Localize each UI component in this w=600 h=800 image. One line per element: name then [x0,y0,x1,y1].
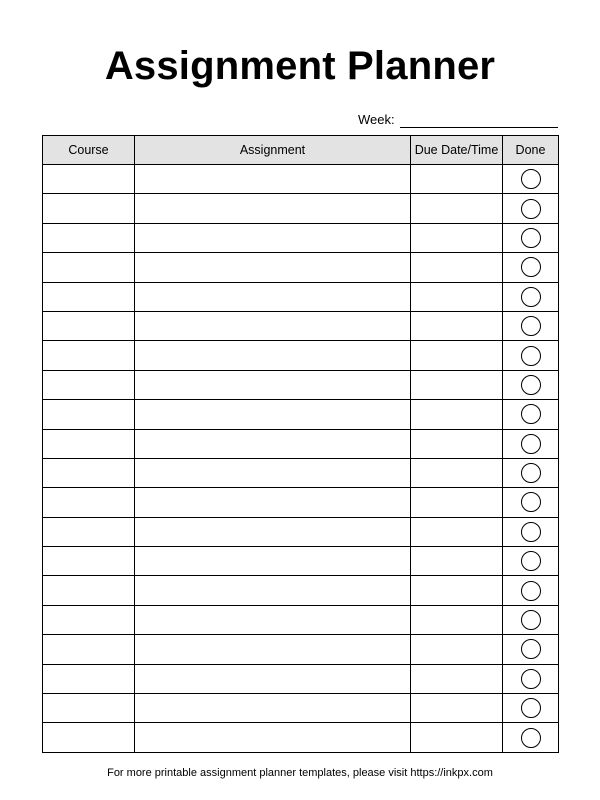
done-cell[interactable] [503,517,559,546]
table-row [43,723,559,752]
table-row [43,576,559,605]
due-date-cell[interactable] [411,400,503,429]
column-header-assignment: Assignment [135,136,411,165]
due-date-cell[interactable] [411,458,503,487]
due-date-cell[interactable] [411,576,503,605]
table-row [43,253,559,282]
done-checkbox-circle[interactable] [521,522,541,542]
assignment-cell[interactable] [135,429,411,458]
column-header-done: Done [503,136,559,165]
done-cell[interactable] [503,547,559,576]
table-row [43,694,559,723]
done-cell[interactable] [503,488,559,517]
course-cell[interactable] [43,517,135,546]
done-checkbox-circle[interactable] [521,375,541,395]
table-body [43,165,559,753]
done-cell[interactable] [503,400,559,429]
table-row [43,194,559,223]
week-write-line [400,111,558,128]
assignment-cell[interactable] [135,605,411,634]
assignment-cell[interactable] [135,458,411,487]
done-checkbox-circle[interactable] [521,287,541,307]
table-row [43,664,559,693]
done-cell[interactable] [503,605,559,634]
course-cell[interactable] [43,605,135,634]
due-date-cell[interactable] [411,664,503,693]
table-row [43,311,559,340]
done-checkbox-circle[interactable] [521,463,541,483]
due-date-cell[interactable] [411,488,503,517]
assignment-cell[interactable] [135,635,411,664]
course-cell[interactable] [43,194,135,223]
done-checkbox-circle[interactable] [521,551,541,571]
assignment-cell[interactable] [135,547,411,576]
done-cell[interactable] [503,282,559,311]
assignment-cell[interactable] [135,194,411,223]
course-cell[interactable] [43,547,135,576]
done-cell[interactable] [503,370,559,399]
course-cell[interactable] [43,400,135,429]
course-cell[interactable] [43,223,135,252]
assignment-cell[interactable] [135,488,411,517]
done-checkbox-circle[interactable] [521,581,541,601]
assignment-cell[interactable] [135,517,411,546]
done-checkbox-circle[interactable] [521,492,541,512]
done-cell[interactable] [503,664,559,693]
course-cell[interactable] [43,694,135,723]
done-cell[interactable] [503,341,559,370]
week-label: Week: [358,112,395,127]
table-row [43,605,559,634]
course-cell[interactable] [43,282,135,311]
course-cell[interactable] [43,165,135,194]
due-date-cell[interactable] [411,694,503,723]
done-checkbox-circle[interactable] [521,639,541,659]
assignment-cell[interactable] [135,282,411,311]
done-cell[interactable] [503,223,559,252]
course-cell[interactable] [43,635,135,664]
column-header-due-date-time: Due Date/Time [411,136,503,165]
due-date-cell[interactable] [411,194,503,223]
assignment-cell[interactable] [135,253,411,282]
assignment-cell[interactable] [135,223,411,252]
done-checkbox-circle[interactable] [521,434,541,454]
course-cell[interactable] [43,370,135,399]
done-checkbox-circle[interactable] [521,610,541,630]
done-cell[interactable] [503,165,559,194]
table-row [43,517,559,546]
done-checkbox-circle[interactable] [521,228,541,248]
assignment-cell[interactable] [135,694,411,723]
done-cell[interactable] [503,576,559,605]
table-row [43,429,559,458]
course-cell[interactable] [43,341,135,370]
due-date-cell[interactable] [411,517,503,546]
table-row [43,547,559,576]
assignment-cell[interactable] [135,165,411,194]
course-cell[interactable] [43,576,135,605]
done-cell[interactable] [503,458,559,487]
done-cell[interactable] [503,429,559,458]
week-field [358,110,558,128]
assignment-cell[interactable] [135,400,411,429]
done-checkbox-circle[interactable] [521,669,541,689]
due-date-cell[interactable] [411,311,503,340]
due-date-cell[interactable] [411,253,503,282]
table-header-row [43,136,559,165]
done-checkbox-circle[interactable] [521,404,541,424]
table-row [43,458,559,487]
due-date-cell[interactable] [411,429,503,458]
table-row [43,370,559,399]
due-date-cell[interactable] [411,223,503,252]
footer-note: For more printable assignment planner templates, please visit https://inkpx.com [107,767,493,779]
due-date-cell[interactable] [411,547,503,576]
due-date-cell[interactable] [411,341,503,370]
table-row [43,488,559,517]
assignment-cell[interactable] [135,341,411,370]
done-cell[interactable] [503,723,559,752]
table-row [43,341,559,370]
page-title: Assignment Planner [104,44,496,88]
done-cell[interactable] [503,194,559,223]
column-header-course: Course [43,136,135,165]
due-date-cell[interactable] [411,370,503,399]
due-date-cell[interactable] [411,165,503,194]
assignment-table [42,135,559,753]
table-row [43,223,559,252]
course-cell[interactable] [43,253,135,282]
table-row [43,165,559,194]
assignment-cell[interactable] [135,311,411,340]
due-date-cell[interactable] [411,635,503,664]
course-cell[interactable] [43,458,135,487]
course-cell[interactable] [43,429,135,458]
due-date-cell[interactable] [411,282,503,311]
table-row [43,635,559,664]
assignment-cell[interactable] [135,370,411,399]
done-checkbox-circle[interactable] [521,346,541,366]
course-cell[interactable] [43,664,135,693]
table-row [43,282,559,311]
course-cell[interactable] [43,723,135,752]
done-checkbox-circle[interactable] [521,316,541,336]
assignment-cell[interactable] [135,723,411,752]
done-checkbox-circle[interactable] [521,199,541,219]
assignment-cell[interactable] [135,576,411,605]
done-checkbox-circle[interactable] [521,728,541,748]
done-cell[interactable] [503,635,559,664]
assignment-cell[interactable] [135,664,411,693]
done-cell[interactable] [503,311,559,340]
table-row [43,400,559,429]
done-cell[interactable] [503,253,559,282]
course-cell[interactable] [43,488,135,517]
done-cell[interactable] [503,694,559,723]
done-checkbox-circle[interactable] [521,257,541,277]
due-date-cell[interactable] [411,605,503,634]
done-checkbox-circle[interactable] [521,169,541,189]
done-checkbox-circle[interactable] [521,698,541,718]
due-date-cell[interactable] [411,723,503,752]
course-cell[interactable] [43,311,135,340]
